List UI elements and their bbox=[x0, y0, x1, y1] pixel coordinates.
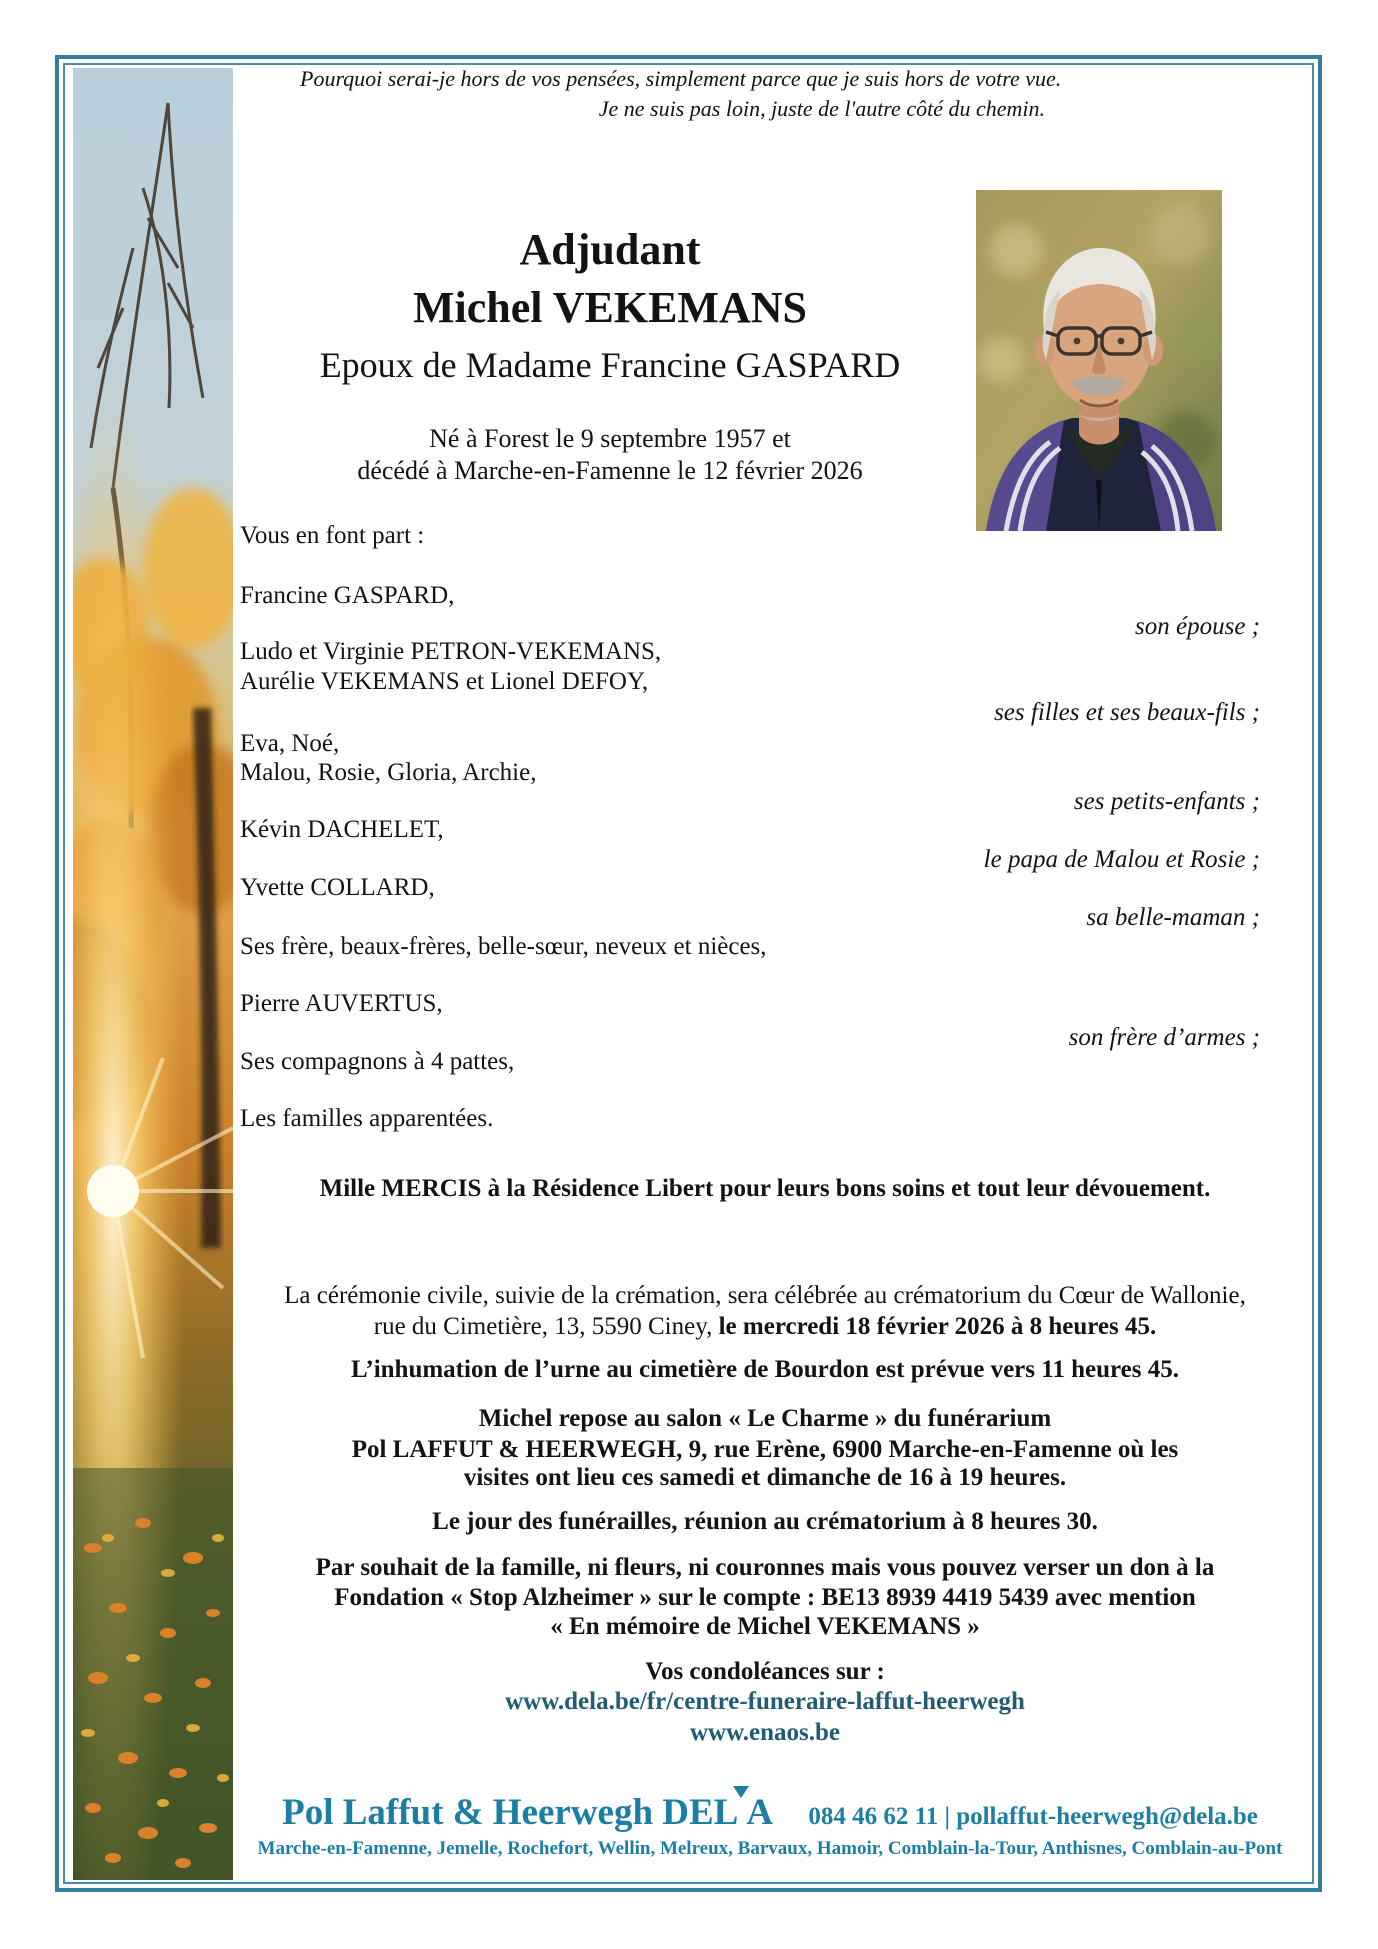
quote-line-1: Pourquoi serai-je hors de vos pensées, simplement parce que je suis hors de votre vue. bbox=[300, 66, 1062, 91]
footer-contact bbox=[808, 1803, 1258, 1830]
mourner-name: Francine GASPARD, bbox=[240, 582, 455, 609]
donation-line-1: Par souhait de la famille, ni fleurs, ni couronnes mais vous pouvez verser un don à la bbox=[315, 1554, 1215, 1581]
reunion-line: Le jour des funérailles, réunion au crématorium à 8 heures 30. bbox=[432, 1508, 1098, 1535]
mourner-name: Aurélie VEKEMANS et Lionel DEFOY, bbox=[240, 668, 649, 695]
footer-brand-text: Pol Laffut & Heerwegh DEL bbox=[282, 1792, 739, 1833]
ceremony-address: rue du Cimetière, 13, 5590 Ciney, bbox=[373, 1313, 719, 1340]
autumn-photo bbox=[73, 68, 233, 1880]
footer-brand-row bbox=[240, 1786, 1300, 1835]
mourner-name: Pierre AUVERTUS, bbox=[240, 990, 443, 1017]
deceased-rank: Adjudant bbox=[519, 225, 701, 274]
condolences-link-dela[interactable]: www.dela.be/fr/centre-funeraire-laffut-heerwegh bbox=[505, 1688, 1025, 1715]
mourner-relation: le papa de Malou et Rosie ; bbox=[983, 846, 1260, 873]
funeral-home-logo bbox=[282, 1792, 771, 1833]
donation-line-2: Fondation « Stop Alzheimer » sur le compte : BE13 8939 4419 5439 avec mention bbox=[334, 1584, 1196, 1611]
portrait-photo bbox=[976, 190, 1222, 531]
condolences-label: Vos condoléances sur : bbox=[645, 1658, 885, 1685]
thanks-line: Mille MERCIS à la Résidence Libert pour leurs bons soins et tout leur dévouement. bbox=[319, 1175, 1211, 1202]
mourner-name: Eva, Noé, bbox=[240, 730, 340, 757]
mourner-relation: son épouse ; bbox=[1135, 613, 1260, 640]
footer-phone: 084 46 62 11 bbox=[808, 1803, 939, 1830]
repose-line-2: Pol LAFFUT & HEERWEGH, 9, rue Erène, 6900 Marche-en-Famenne où les bbox=[351, 1436, 1179, 1463]
ceremony-datetime: le mercredi 18 février 2026 à 8 heures 45. bbox=[718, 1313, 1157, 1340]
repose-line-3: visites ont lieu ces samedi et dimanche de 16 à 19 heures. bbox=[463, 1464, 1067, 1491]
footer-towns: Marche-en-Famenne, Jemelle, Rochefort, Wellin, Melreux, Barvaux, Hamoir, Comblain-la-Tour, Anthisnes, Comblain-au-Pont bbox=[257, 1838, 1283, 1859]
footer-brand-text-suffix: A bbox=[746, 1792, 772, 1833]
mourner-name: Ludo et Virginie PETRON-VEKEMANS, bbox=[240, 638, 662, 665]
ceremony-line-2 bbox=[240, 1312, 1290, 1342]
inhumation-line: L’inhumation de l’urne au cimetière de Bourdon est prévue vers 11 heures 45. bbox=[350, 1356, 1179, 1383]
mourner-name: Malou, Rosie, Gloria, Archie, bbox=[240, 759, 537, 786]
mourner-name: Kévin DACHELET, bbox=[240, 816, 444, 843]
footer-separator: | bbox=[938, 1803, 957, 1830]
repose-line-1: Michel repose au salon « Le Charme » du funérarium bbox=[478, 1405, 1052, 1432]
mourner-name: Ses compagnons à 4 pattes, bbox=[240, 1048, 515, 1075]
quote-line-2: Je ne suis pas loin, juste de l'autre côté du chemin. bbox=[598, 96, 1045, 121]
mourner-name: Les familles apparentées. bbox=[240, 1105, 494, 1132]
condolences-link-enaos[interactable]: www.enaos.be bbox=[689, 1719, 840, 1746]
mourner-name: Ses frère, beaux-frères, belle-sœur, neveux et nièces, bbox=[240, 933, 767, 960]
mourner-relation: ses filles et ses beaux-fils ; bbox=[994, 699, 1260, 726]
deceased-spouse-line: Epoux de Madame Francine GASPARD bbox=[319, 345, 901, 385]
death-line: décédé à Marche-en-Famenne le 12 février 2026 bbox=[357, 456, 863, 485]
mourner-relation: sa belle-maman ; bbox=[1086, 904, 1260, 931]
ceremony-line-1: La cérémonie civile, suivie de la crémation, sera célébrée au crématorium du Cœur de Wallonie, bbox=[284, 1282, 1246, 1309]
donation-line-3: « En mémoire de Michel VEKEMANS » bbox=[550, 1613, 980, 1640]
deceased-name: Michel VEKEMANS bbox=[413, 283, 807, 332]
announcement-intro: Vous en font part : bbox=[240, 522, 425, 549]
mourner-name: Yvette COLLARD, bbox=[240, 874, 435, 901]
mourner-relation: ses petits-enfants ; bbox=[1073, 788, 1260, 815]
footer-email: pollaffut-heerwegh@dela.be bbox=[956, 1803, 1258, 1830]
birth-line: Né à Forest le 9 septembre 1957 et bbox=[429, 424, 791, 453]
mourner-relation: son frère d’armes ; bbox=[1068, 1024, 1260, 1051]
